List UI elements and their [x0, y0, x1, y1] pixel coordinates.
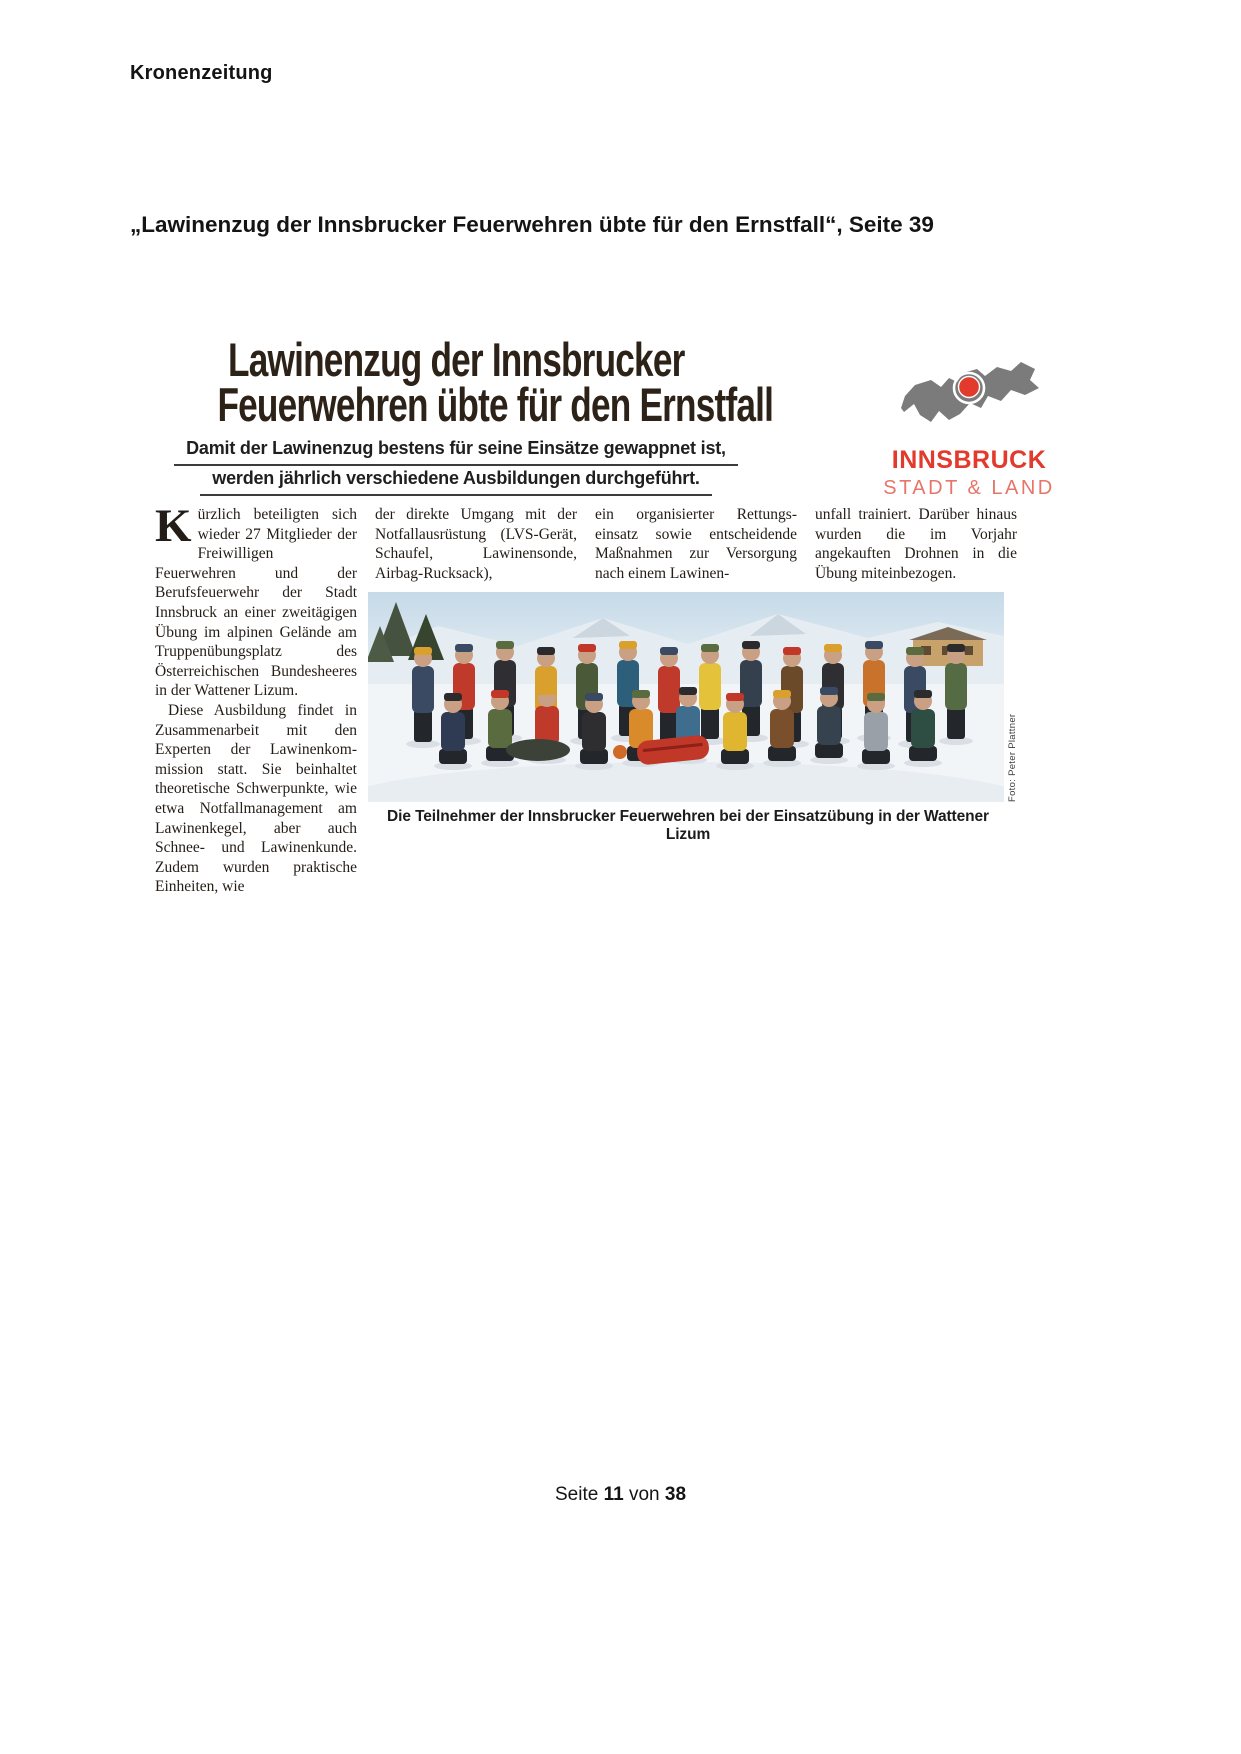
column1-paragraph1: ürzlich beteiligten sich wieder 27 Mitglieder der Freiwilligen Feuerwehren und der Berufsfeuerwehr der Stadt Innsbruck an einer zweitägigen Übung im alpinen Gelände am Truppenübungsplatz des Österreichischen Bundesheeres in der Wattener Lizum.	[155, 506, 357, 700]
article-column-1	[155, 500, 357, 897]
photo-credit: Foto: Peter Plattner	[1007, 713, 1018, 802]
article-column-2	[375, 505, 577, 583]
tirol-map-icon	[889, 352, 1049, 438]
subhead-line-2: werden jährlich verschiedene Ausbildungen durchgeführt.	[200, 466, 711, 496]
column3-paragraph: ein organisierter Rettungseinsatz sowie entscheidende Maßnahmen zur Versorgung nach einem Lawinen-	[595, 506, 797, 582]
article-column-4	[815, 505, 1017, 583]
drop-cap: K	[155, 500, 192, 552]
footer-total-pages: 38	[664, 1484, 687, 1505]
column1-paragraph2: Diese Ausbildung findet in Zusammenarbeit mit den Experten der Lawinenkommission statt. Sie beinhaltet theoretische Schwerpunkte, wie etwa Notfallmanagement am Lawinenkegel, aber auch Schnee- und Lawinenkunde. Zudem wurden praktische Einheiten, wie	[155, 701, 357, 896]
headline-line-2: Feuerwehren übte für den Ernstfall	[217, 379, 774, 432]
article-subhead	[148, 436, 764, 496]
footer-current-page: 11	[603, 1484, 624, 1505]
photo-caption: Die Teilnehmer der Innsbrucker Feuerwehren bei der Einsatzübung in der Wattener Lizum	[387, 808, 989, 843]
logo-subtitle: STADT & LAND	[883, 477, 1055, 499]
source-label: Kronenzeitung	[130, 62, 273, 84]
innsbruck-stadt-land-logo	[866, 352, 1072, 500]
column4-paragraph: unfall trainiert. Darüber hinaus wurden die im Vorjahr angekauften Drohnen in die Übung miteinbezogen.	[815, 506, 1017, 582]
headline-line-1: Lawinenzug der Innsbrucker	[227, 334, 685, 387]
article-headline	[148, 334, 774, 432]
subhead-line-1: Damit der Lawinenzug bestens für seine Einsätze gewappnet ist,	[174, 436, 738, 466]
page-footer	[0, 1484, 1241, 1506]
group-photo-illustration	[368, 592, 1004, 802]
footer-seite-label: Seite	[554, 1484, 599, 1505]
article-photo	[368, 592, 1004, 802]
article-column-3	[595, 505, 797, 583]
column2-paragraph: der direkte Umgang mit der Notfallausrüstung (LVS-Gerät, Schaufel, Lawinensonde, Airbag-Rucksack),	[375, 506, 577, 582]
footer-von-label: von	[628, 1484, 660, 1505]
logo-name: INNSBRUCK	[891, 446, 1047, 474]
page-title: „Lawinenzug der Innsbrucker Feuerwehren übte für den Ernstfall“, Seite 39	[130, 212, 934, 237]
